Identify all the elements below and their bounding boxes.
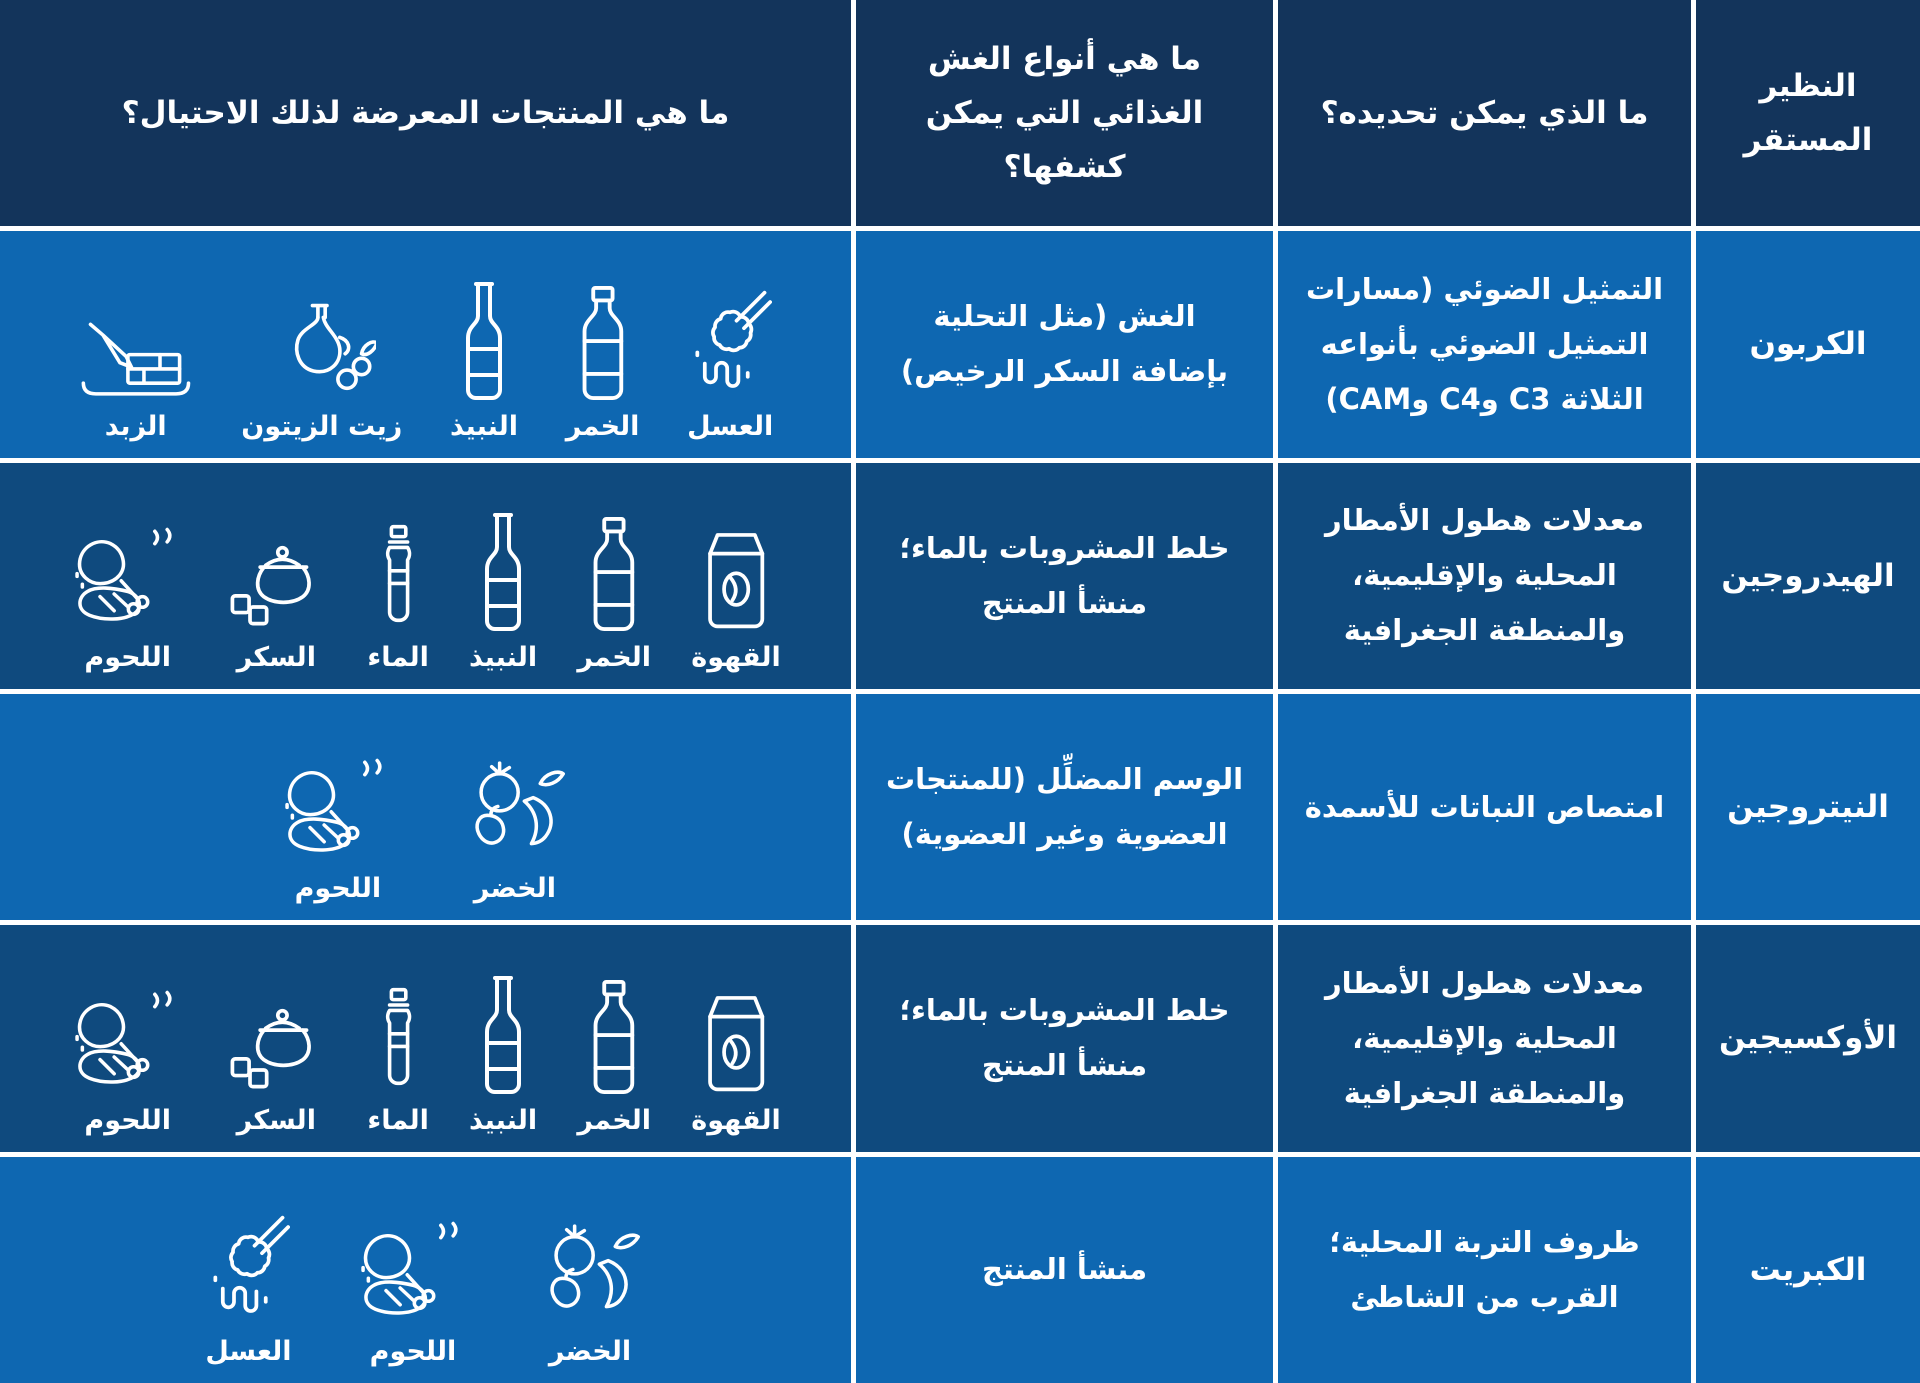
isotope-cell-hydrogen	[1696, 463, 1920, 689]
honey-icon	[206, 1214, 290, 1326]
product-label: النبيذ	[449, 410, 519, 442]
fraud-cell	[856, 925, 1273, 1151]
sugar-icon	[225, 1007, 327, 1095]
product-label: الماء	[367, 641, 429, 673]
isotope-label: الأوكسيجين	[1718, 1020, 1898, 1057]
product-label: زيت الزيتون	[241, 410, 403, 442]
product-item-honey	[687, 289, 773, 442]
product-item-water	[367, 524, 428, 673]
product-label: السكر	[236, 1104, 316, 1136]
header-determined-label: ما الذي يمكن تحديده؟	[1320, 95, 1649, 132]
fraud-text: خلط المشروبات بالماء؛ منشأ المنتج	[899, 530, 1230, 620]
liquor-icon	[582, 979, 646, 1095]
product-label: النبيذ	[469, 641, 538, 673]
product-label: القهوة	[691, 641, 781, 673]
product-item-sugar	[225, 544, 327, 673]
product-item-olive-oil	[241, 301, 402, 442]
determined-text: معدلات هطول الأمطار المحلية والإقليمية، والمنطقة الجغرافية	[1324, 965, 1645, 1111]
fraud-cell	[856, 463, 1273, 689]
header-fraud-label: ما هي أنواع الغش الغذائي التي يمكن كشفها؟	[925, 40, 1204, 186]
fraud-cell	[856, 231, 1273, 457]
products-cell	[0, 231, 851, 457]
isotope-label: الهيدروجين	[1721, 557, 1895, 594]
products-cell	[0, 1157, 851, 1383]
product-label: اللحوم	[84, 1104, 171, 1136]
fraud-cell	[856, 694, 1273, 920]
water-icon	[377, 987, 420, 1095]
header-fraud	[856, 0, 1273, 226]
product-item-butter	[78, 319, 194, 442]
isotope-label: الكربون	[1749, 326, 1867, 363]
olive-oil-icon	[267, 301, 376, 401]
product-label: النبيذ	[469, 1104, 538, 1136]
products-cell	[0, 463, 851, 689]
veg-icon	[459, 757, 570, 863]
products-cell	[0, 694, 851, 920]
product-item-wine	[469, 975, 537, 1136]
product-item-honey	[205, 1214, 291, 1367]
product-item-water	[367, 987, 428, 1136]
determined-text: امتصاص النباتات للأسمدة	[1304, 789, 1665, 824]
product-item-liquor	[577, 516, 651, 673]
isotope-cell-sulfur	[1696, 1157, 1920, 1383]
header-isotope-label: النظير المستقر	[1743, 67, 1873, 159]
product-item-veg	[534, 1220, 645, 1367]
product-item-coffee	[691, 983, 781, 1136]
isotope-cell-nitrogen	[1696, 694, 1920, 920]
determined-cell	[1278, 694, 1691, 920]
butter-icon	[78, 319, 194, 401]
product-item-sugar	[225, 1007, 327, 1136]
water-icon	[377, 524, 420, 632]
product-item-veg	[459, 757, 570, 904]
product-label: القهوة	[691, 1104, 781, 1136]
determined-cell	[1278, 1157, 1691, 1383]
product-label: السكر	[236, 641, 316, 673]
meat-icon	[356, 1220, 471, 1326]
wine-icon	[460, 281, 508, 401]
product-item-wine	[469, 512, 537, 673]
determined-cell	[1278, 463, 1691, 689]
determined-cell	[1278, 925, 1691, 1151]
header-products	[0, 0, 851, 226]
honey-icon	[688, 289, 772, 401]
sugar-icon	[225, 544, 327, 632]
product-item-liquor	[566, 285, 640, 442]
veg-icon	[534, 1220, 645, 1326]
product-item-meat	[280, 757, 395, 904]
header-isotope	[1696, 0, 1920, 226]
product-item-coffee	[691, 520, 781, 673]
product-item-liquor	[577, 979, 651, 1136]
fraud-text: الغش (مثل التحلية بإضافة السكر الرخيص)	[900, 299, 1229, 389]
fraud-text: الوسم المضلِّل (للمنتجات العضوية وغير العضوية)	[885, 762, 1244, 852]
product-label: الخضر	[548, 1335, 632, 1367]
product-label: العسل	[687, 410, 774, 442]
fraud-cell	[856, 1157, 1273, 1383]
product-label: اللحوم	[294, 873, 382, 905]
wine-icon	[479, 975, 527, 1095]
meat-icon	[280, 757, 395, 863]
coffee-icon	[697, 983, 775, 1095]
determined-cell	[1278, 231, 1691, 457]
coffee-icon	[697, 520, 775, 632]
fraud-text: خلط المشروبات بالماء؛ منشأ المنتج	[899, 993, 1230, 1083]
liquor-icon	[571, 285, 635, 401]
product-item-meat	[356, 1220, 471, 1367]
product-label: الخمر	[577, 1104, 652, 1136]
product-label: اللحوم	[84, 641, 171, 673]
liquor-icon	[582, 516, 646, 632]
isotope-cell-oxygen	[1696, 925, 1920, 1151]
isotope-label: النيتروجين	[1727, 789, 1889, 826]
product-label: اللحوم	[369, 1335, 457, 1367]
determined-text: ظروف التربة المحلية؛ القرب من الشاطئ	[1329, 1224, 1640, 1314]
product-item-meat	[70, 989, 185, 1136]
wine-icon	[479, 512, 527, 632]
product-label: العسل	[205, 1335, 292, 1367]
isotope-label: الكبريت	[1749, 1251, 1867, 1288]
products-cell	[0, 925, 851, 1151]
product-label: الخمر	[577, 641, 652, 673]
determined-text: معدلات هطول الأمطار المحلية والإقليمية، والمنطقة الجغرافية	[1324, 503, 1645, 648]
fraud-text: منشأ المنتج	[981, 1252, 1148, 1287]
product-item-wine	[450, 281, 518, 442]
header-determined	[1278, 0, 1691, 226]
product-label: الماء	[367, 1104, 429, 1136]
product-label: الخضر	[473, 873, 557, 905]
meat-icon	[70, 989, 185, 1095]
isotope-cell-carbon	[1696, 231, 1920, 457]
determined-text: التمثيل الضوئي (مسارات التمثيل الضوئي بأنواعه الثلاثة C3 وC4 وCAM)	[1305, 271, 1664, 417]
meat-icon	[70, 526, 185, 632]
product-label: الخمر	[565, 410, 640, 442]
header-products-label: ما هي المنتجات المعرضة لذلك الاحتيال؟	[121, 95, 730, 132]
product-item-meat	[70, 526, 185, 673]
product-label: الزبد	[104, 410, 167, 442]
